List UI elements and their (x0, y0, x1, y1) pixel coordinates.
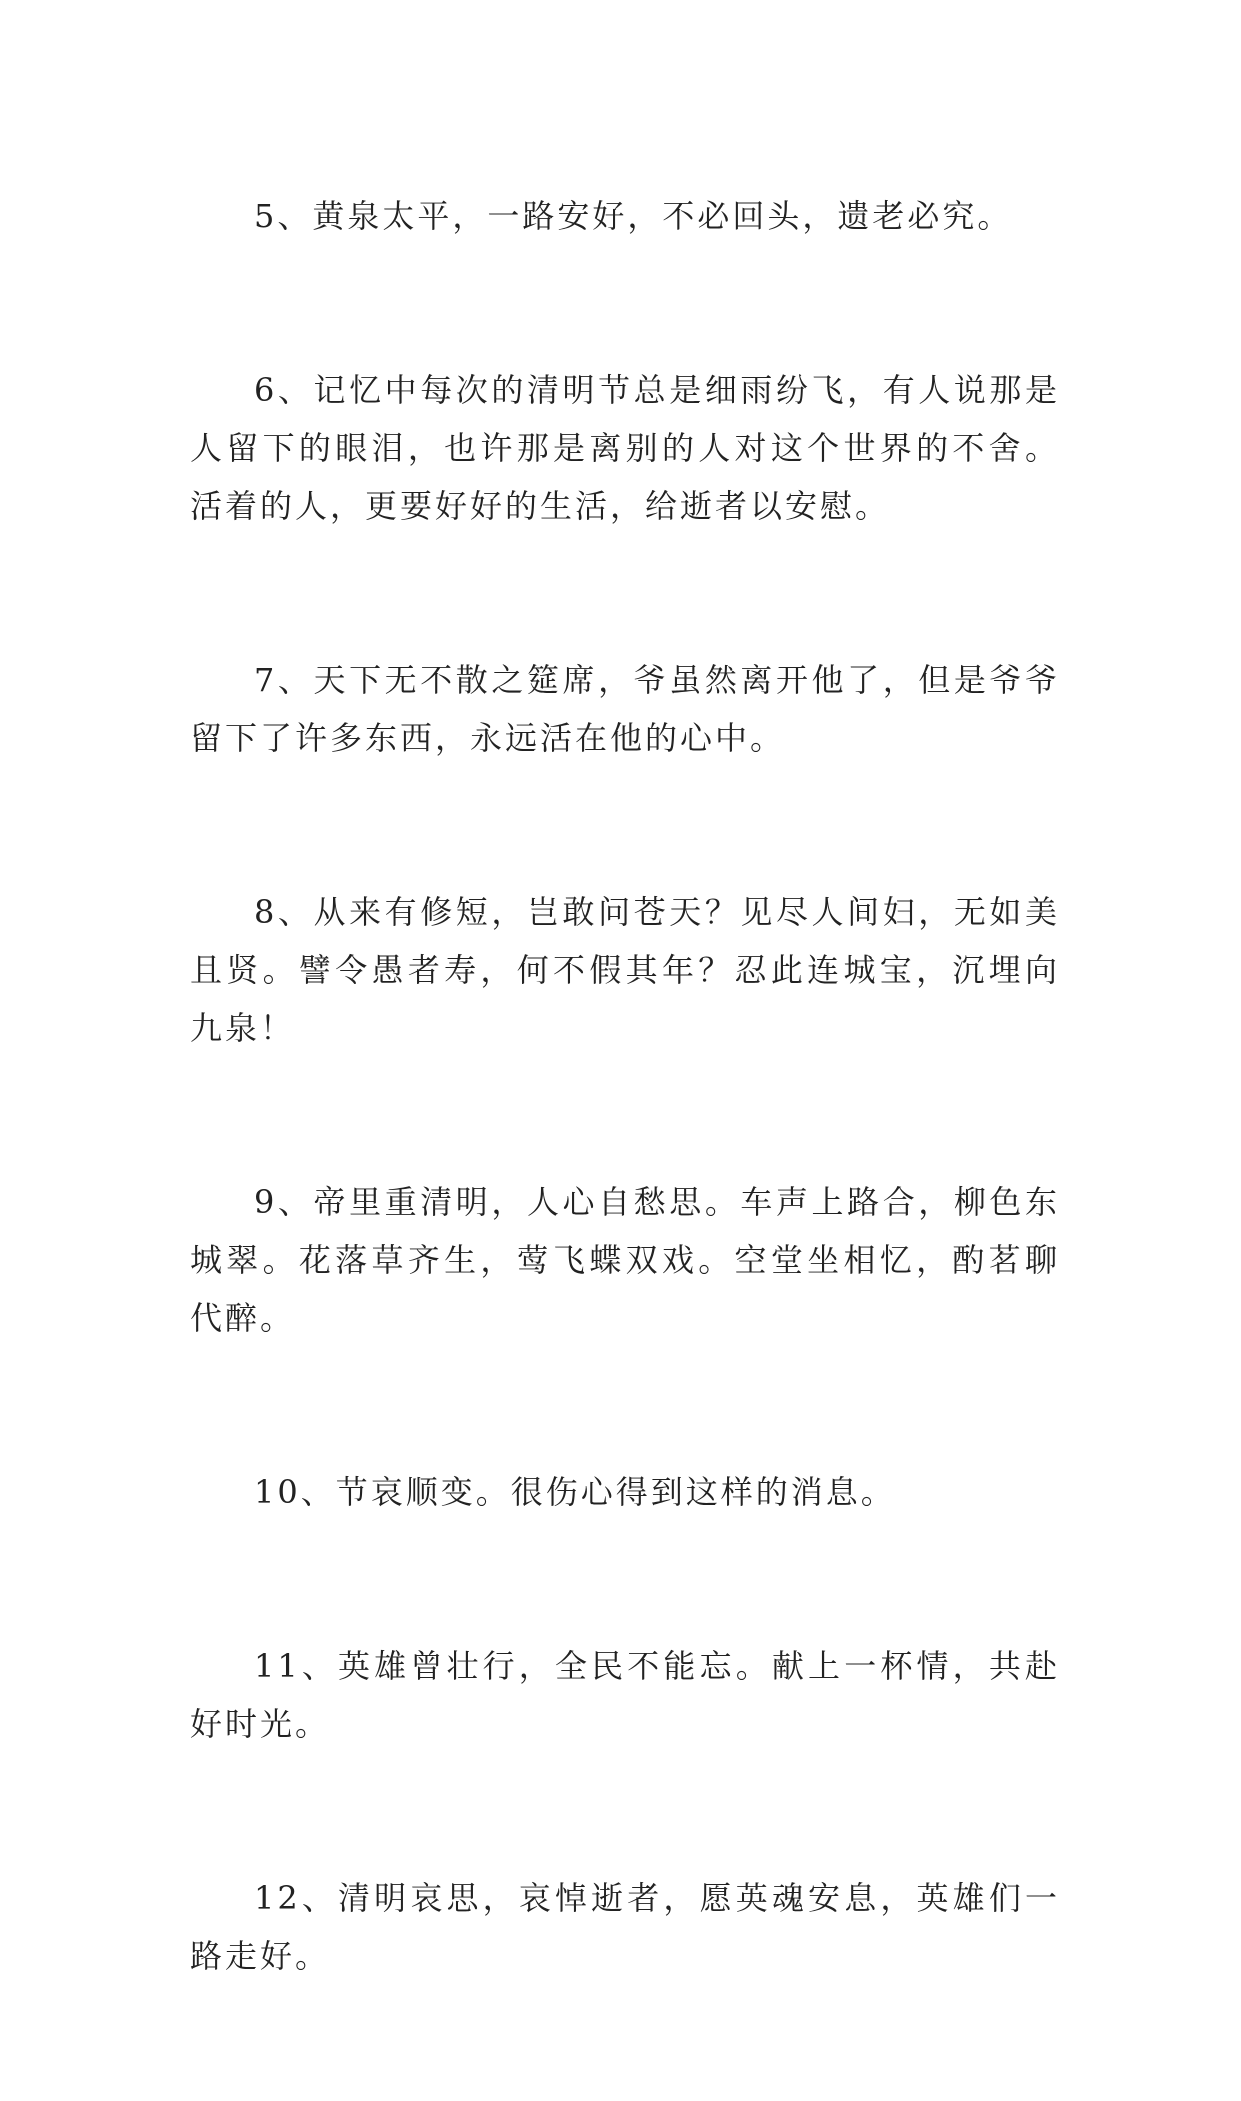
paragraph-5: 5、黄泉太平，一路安好，不必回头，遗老必究。 (254, 197, 1013, 235)
paragraph-10: 10、节哀顺变。很伤心得到这样的消息。 (254, 1473, 896, 1511)
document-body (190, 187, 1060, 2101)
paragraph-8: 8、从来有修短，岂敢问苍天？见尽人间妇，无如美且贤。譬令愚者寿，何不假其年？忍此连城宝，沉埋向九泉！ (190, 893, 1060, 1047)
paragraph-6: 6、记忆中每次的清明节总是细雨纷飞，有人说那是人留下的眼泪，也许那是离别的人对这个世界的不舍。活着的人，更要好好的生活，给逝者以安慰。 (190, 371, 1060, 525)
paragraph-11: 11、英雄曾壮行，全民不能忘。献上一杯情，共赴好时光。 (190, 1647, 1060, 1743)
paragraph-12: 12、清明哀思，哀悼逝者，愿英魂安息，英雄们一路走好。 (190, 1879, 1060, 1975)
paragraph-9: 9、帝里重清明，人心自愁思。车声上路合，柳色东城翠。花落草齐生，莺飞蝶双戏。空堂坐相忆，酌茗聊代醉。 (190, 1183, 1060, 1337)
paragraph-7: 7、天下无不散之筵席，爷虽然离开他了，但是爷爷留下了许多东西，永远活在他的心中。 (190, 661, 1060, 757)
